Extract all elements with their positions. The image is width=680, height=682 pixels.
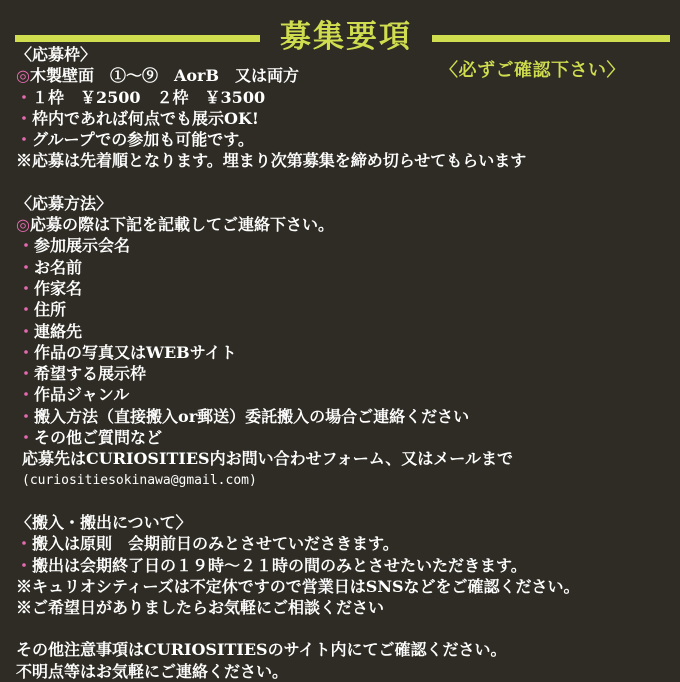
carry-note-text: ※キュリオシティーズは不定休ですので営業日はSNSなどをご確認ください。 (16, 576, 580, 596)
carry-note (16, 597, 666, 618)
carry-notes-list (16, 576, 666, 619)
apply-item-text: 参加展示会名 (34, 236, 131, 256)
bullet-mark: ・ (16, 534, 33, 554)
entry-slot-line (16, 108, 666, 129)
bullet-mark: ・ (18, 428, 35, 448)
apply-item-text: 搬入方法（直接搬入or郵送）委託搬入の場合ご連絡ください (34, 406, 470, 426)
entry-slot-line (16, 65, 666, 86)
bullet-mark: ・ (18, 278, 35, 298)
double-circle-mark: ◎ (16, 215, 30, 235)
bullet-mark: ・ (18, 257, 35, 277)
bullet-mark: ・ (18, 342, 35, 362)
footer-line-text: 不明点等はお気軽にご連絡ください。 (16, 661, 289, 681)
section-heading-carry-in-out: 〈搬入・搬出について〉 (16, 512, 192, 532)
bullet-mark: ・ (18, 236, 35, 256)
bullet-mark: ・ (16, 108, 33, 128)
apply-items-list (16, 235, 666, 448)
carry-note-text: ※ご希望日がありましたらお気軽にご相談ください (16, 598, 385, 618)
bullet-mark: ・ (16, 555, 33, 575)
apply-item-text: 作品の写真又はWEBサイト (34, 342, 237, 362)
apply-item-text: お名前 (34, 257, 83, 277)
apply-item (16, 363, 666, 384)
footer-line (16, 661, 666, 682)
apply-item (16, 427, 666, 448)
footer-line-text: その他注意事項はCURIOSITIESのサイト内にてご確認ください。 (16, 640, 507, 660)
apply-item-text: 作品ジャンル (34, 385, 130, 405)
entry-slot-line-text: 木製壁面 ①〜⑨ AorB 又は両方 (29, 66, 300, 86)
entry-slot-line-text: １枠 ￥2500 ２枠 ￥3500 (32, 87, 266, 107)
apply-item-text: 作家名 (34, 278, 83, 298)
carry-items-list (16, 533, 666, 576)
apply-item (16, 299, 666, 320)
section-heading-entry-slots: 〈応募枠〉 (16, 45, 97, 64)
carry-item (16, 555, 666, 576)
page-title: 募集要項 (280, 19, 412, 55)
apply-item-text: 連絡先 (34, 321, 83, 341)
carry-item-text: 搬入は原則 会期前日のみとさせていださきます。 (32, 534, 399, 554)
bullet-mark: ・ (18, 300, 35, 320)
header-rule-right (432, 35, 670, 42)
contact-email: (curiositiesokinawa@gmail.com) (22, 472, 257, 488)
entry-slot-line-text: 枠内であれば何点でも展示OK! (32, 108, 259, 128)
entry-slot-line (16, 87, 666, 108)
apply-intro-text: 応募の際は下記を記載してご連絡下さい。 (29, 215, 334, 235)
section-heading-how-to-apply: 〈応募方法〉 (16, 193, 113, 213)
apply-item-text: 希望する展示枠 (34, 364, 147, 384)
apply-item-text: その他ご質問など (34, 428, 163, 448)
confirm-note: 〈必ずご確認下さい〉 (440, 60, 625, 81)
apply-item (16, 384, 666, 405)
carry-note (16, 576, 666, 597)
apply-intro (16, 214, 666, 235)
apply-item (16, 257, 666, 278)
main-content (16, 44, 666, 682)
footer-line (16, 639, 666, 660)
footer-notes (16, 639, 666, 682)
bullet-mark: ・ (16, 87, 33, 107)
entry-slot-line (16, 150, 666, 171)
apply-item (16, 278, 666, 299)
apply-item (16, 406, 666, 427)
bullet-mark: ・ (18, 364, 35, 384)
apply-item (16, 321, 666, 342)
entry-slot-line (16, 129, 666, 150)
entry-slot-line-text: グループでの参加も可能です。 (32, 130, 254, 150)
entry-slot-line-text: ※応募は先着順となります。埋まり次第募集を締め切らせてもらいます (16, 151, 527, 171)
bullet-mark: ・ (18, 321, 35, 341)
header-rule-left (15, 35, 260, 42)
contact-line: 応募先はCURIOSITIES内お問い合わせフォーム、又はメールまで (22, 449, 513, 469)
bullet-mark: ・ (16, 130, 33, 150)
carry-item (16, 533, 666, 554)
apply-item (16, 342, 666, 363)
bullet-mark: ・ (18, 406, 35, 426)
bullet-mark: ・ (18, 385, 35, 405)
apply-item (16, 235, 666, 256)
carry-item-text: 搬出は会期終了日の１９時〜２１時の間のみとさせたいただきます。 (32, 555, 527, 575)
entry-slots-list (16, 65, 666, 171)
apply-item-text: 住所 (34, 300, 67, 320)
double-circle-mark: ◎ (16, 66, 30, 86)
